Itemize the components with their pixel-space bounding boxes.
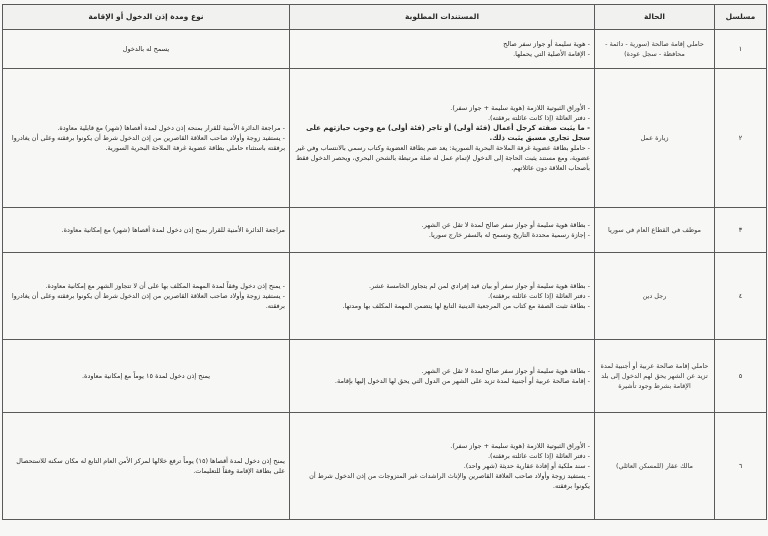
document-line: - حاملو بطاقة عضوية غرفة الملاحة البحرية السورية: يعد ضم بطاقة العضوية وكتاب رسمي بالانتساب وفي غير عضوية، ومع مستند يثبت الحاجة إلى الدخول لإتمام عمل له صلة مرتبطة بالشحن البحري، ويحصر الدخول فقط بأصحاب العلاقة دون عائلاتهم. xyxy=(295,144,590,172)
document-line: - بطاقة هوية سليمة أو جواز سفر صالح لمدة لا تقل عن الشهر. xyxy=(421,367,590,375)
document-line: - ما يثبت صفته كرجل أعمال (فئة أولى) أو تاجر (فئة أولى) مع وجوب حيازتهم على سجل تجاري مسبق يثبت ذلك. xyxy=(306,124,590,142)
row-case: حاملي إقامة صالحة عربية أو أجنبية لمدة تزيد عن الشهر يحق لهم الدخول إلى بلد الإقامة بشرط وجود تأشيرة xyxy=(595,340,715,413)
table-row xyxy=(3,413,767,520)
document-line: - بطاقة هوية سليمة أو جواز سفر أو بيان قيد إفرادي لمن لم يتجاوز الخامسة عشر. xyxy=(368,282,590,290)
document-line: - إقامة صالحة عربية أو أجنبية لمدة تزيد على الشهر من الدول التي يحق لها الدخول إليها بإقامة. xyxy=(334,377,590,385)
document-line: - الإقامة الأصلية التي يحملها. xyxy=(513,50,590,58)
entry-line: يمنح إذن دخول لمدة أقصاها (١٥) يوماً ترفع خلالها لمركز الأمن العام التابع له مكان سكنه للاستحصال على بطاقة الإقامة وفقاً للتعليمات. xyxy=(16,457,285,475)
row-serial: ٣ xyxy=(715,208,767,253)
document-line: - سند ملكية أو إفادة عقارية حديثة (شهر واحد). xyxy=(463,462,590,470)
document-line: - هوية سليمة أو جواز سفر صالح xyxy=(503,40,590,48)
entry-line: - مراجعة الدائرة الأمنية للقرار بمنحه إذن دخول لمدة أقصاها (شهر) مع قابلية معاودة. xyxy=(57,124,285,132)
entry-requirements-table xyxy=(2,4,767,520)
header-case: الحالة xyxy=(595,5,715,30)
document-line: - بطاقة تثبت الصفة مع كتاب من المرجعية الدينية التابع لها يتضمن المهمة المكلف بها ومدتها. xyxy=(342,302,590,310)
row-documents xyxy=(290,30,595,69)
entry-line: - يستفيد زوجة وأولاد صاحب العلاقة القاصرين من إذن الدخول شرط أن يكونوا برفقته وعلى أن يغادروا برفقته. xyxy=(11,292,285,310)
row-entry xyxy=(3,30,290,69)
document-line: - دفتر العائلة (إذا كانت عائلته برفقته). xyxy=(487,452,590,460)
table-row xyxy=(3,253,767,340)
document-line: - بطاقة هوية سليمة أو جواز سفر صالح لمدة لا تقل عن الشهر. xyxy=(421,221,590,229)
document-line: - الأوراق الثبوتية اللازمة (هوية سليمة + جواز سفر). xyxy=(450,442,590,450)
row-entry xyxy=(3,413,290,520)
row-serial: ٦ xyxy=(715,413,767,520)
row-case: مالك عقار (للمسكن العائلي) xyxy=(595,413,715,520)
row-entry xyxy=(3,340,290,413)
row-documents xyxy=(290,253,595,340)
document-line: - إجازة رسمية محددة التاريخ وتسمح له بالسفر خارج سوريا. xyxy=(428,231,590,239)
row-case: زيارة عمل xyxy=(595,69,715,208)
entry-line: يسمح له بالدخول xyxy=(122,45,170,53)
document-line: - الأوراق الثبوتية اللازمة (هوية سليمة + جواز سفر). xyxy=(450,104,590,112)
table-row xyxy=(3,340,767,413)
table-row xyxy=(3,69,767,208)
row-case: حاملي إقامة صالحة (سورية - دائمة - محافظة - سجل عودة) xyxy=(595,30,715,69)
row-case: موظف في القطاع العام في سوريا xyxy=(595,208,715,253)
table-header-row xyxy=(3,5,767,30)
document-line: - دفتر العائلة (إذا كانت عائلته برفقته). xyxy=(487,114,590,122)
document-line: - دفتر العائلة (إذا كانت عائلته برفقته). xyxy=(487,292,590,300)
header-serial: مسلسل xyxy=(715,5,767,30)
entry-line: يمنح إذن دخول لمدة ١٥ يوماً مع إمكانية معاودة. xyxy=(81,372,211,380)
row-serial: ٤ xyxy=(715,253,767,340)
table-row xyxy=(3,30,767,69)
header-required-documents: المستندات المطلوبة xyxy=(290,5,595,30)
row-case: رجل دين xyxy=(595,253,715,340)
header-entry-type: نوع ومدة إذن الدخول أو الإقامة xyxy=(3,5,290,30)
row-entry xyxy=(3,253,290,340)
row-documents xyxy=(290,340,595,413)
entry-line: - يمنح إذن دخول وفقاً لمدة المهمة المكلف بها على أن لا تتجاوز الشهر مع إمكانية معاودة. xyxy=(45,282,285,290)
entry-line: - يستفيد زوجة وأولاد صاحب العلاقة القاصرين من إذن الدخول شرط أن يكونوا برفقته وعلى أن يغادروا برفقته باستثناء حاملي بطاقة عضوية غرفة الملاحة البحرية السورية. xyxy=(11,134,285,152)
row-serial: ٢ xyxy=(715,69,767,208)
table-row xyxy=(3,208,767,253)
row-entry xyxy=(3,208,290,253)
row-documents xyxy=(290,69,595,208)
entry-line: مراجعة الدائرة الأمنية للقرار بمنح إذن دخول لمدة أقصاها (شهر) مع إمكانية معاودة. xyxy=(61,226,285,234)
row-serial: ٥ xyxy=(715,340,767,413)
row-documents xyxy=(290,208,595,253)
row-serial: ١ xyxy=(715,30,767,69)
row-documents xyxy=(290,413,595,520)
document-line: - يستفيد زوجة وأولاد صاحب العلاقة القاصرين والإناث الراشدات غير المتزوجات من إذن الدخول شرط أن يكونوا برفقته. xyxy=(309,472,590,490)
row-entry xyxy=(3,69,290,208)
